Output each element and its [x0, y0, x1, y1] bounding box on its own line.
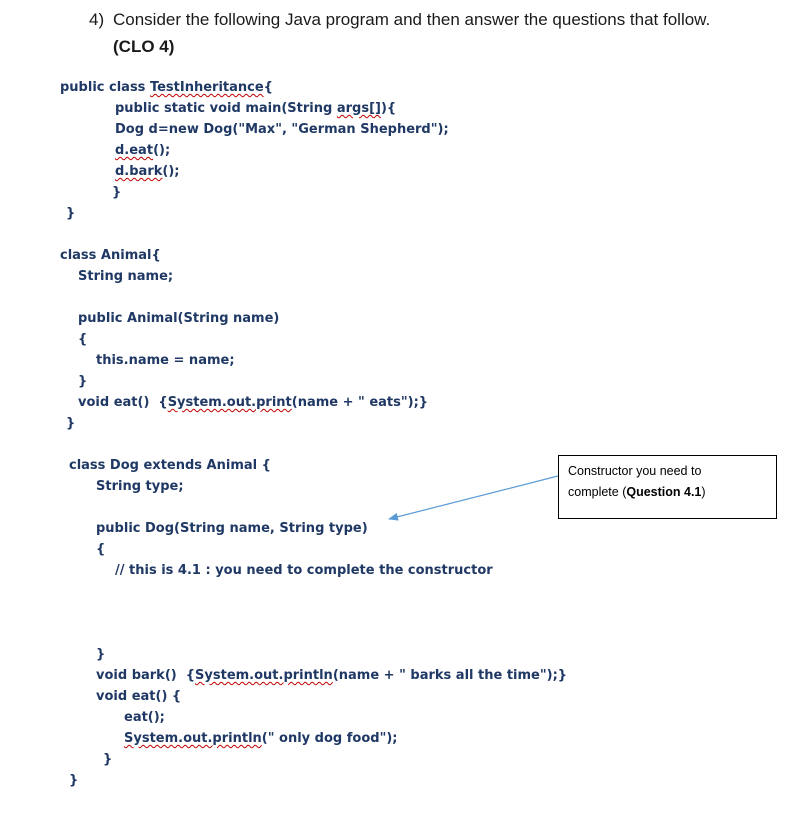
code-dog-eat-method: void eat() {: [96, 689, 182, 704]
question-text: Consider the following Java program and then answer the questions that follow.: [113, 10, 711, 29]
squiggle-system-out-println-eat: System.out.println: [124, 731, 262, 746]
code-d-bark-call: d.bark();: [115, 164, 180, 179]
code-dog-ctor-open: {: [96, 542, 106, 557]
code-animal-class-close: }: [66, 416, 76, 431]
squiggle-system-out-print: System.out.print: [167, 395, 292, 410]
callout-line2: complete (Question 4.1): [568, 485, 706, 499]
code-animal-name-field: String name;: [78, 269, 174, 284]
code-dog-instantiation: Dog d=new Dog("Max", "German Shepherd");: [115, 122, 449, 137]
squiggle-args: args[]: [336, 101, 381, 116]
squiggle-testinheritance: TestInheritance: [149, 80, 264, 95]
code-main-close: }: [112, 185, 122, 200]
question-number: 4): [89, 10, 105, 29]
code-dog-ctor-comment: // this is 4.1 : you need to complete the constructor: [115, 563, 493, 578]
code-dog-bark-method: void bark() {System.out.println(name + " barks all the time");}: [96, 668, 568, 683]
code-dog-class-close: }: [69, 773, 79, 788]
question-clo: (CLO 4): [113, 37, 175, 56]
code-dog-type-field: String type;: [96, 479, 184, 494]
code-animal-ctor-body: this.name = name;: [96, 353, 235, 368]
squiggle-d-eat: d.eat: [115, 143, 154, 158]
code-test-class-close: }: [66, 206, 76, 221]
code-dog-class-decl: class Dog extends Animal {: [69, 458, 271, 473]
callout-box: [558, 455, 777, 519]
code-dog-constructor: public Dog(String name, String type): [96, 521, 368, 536]
code-animal-ctor-open: {: [78, 332, 88, 347]
code-animal-constructor: public Animal(String name): [78, 311, 280, 326]
code-animal-class-decl: class Animal{: [60, 248, 161, 263]
squiggle-d-bark: d.bark: [115, 164, 163, 179]
code-animal-eat-method: void eat() {System.out.print(name + " eats");}: [78, 395, 429, 410]
squiggle-system-out-println-bark: System.out.println: [195, 668, 333, 683]
code-dog-ctor-close: }: [96, 647, 106, 662]
code-main-decl: public static void main(String args[]){: [115, 101, 397, 116]
code-dog-eat-close: }: [103, 752, 113, 767]
callout-line1: Constructor you need to: [568, 464, 702, 478]
code-dog-eat-call: eat();: [124, 710, 165, 725]
code-d-eat-call: d.eat();: [115, 143, 171, 158]
code-dog-eat-println: System.out.println(" only dog food");: [124, 731, 398, 746]
code-test-class-decl: public class TestInheritance{: [60, 80, 273, 95]
code-animal-ctor-close: }: [78, 374, 88, 389]
